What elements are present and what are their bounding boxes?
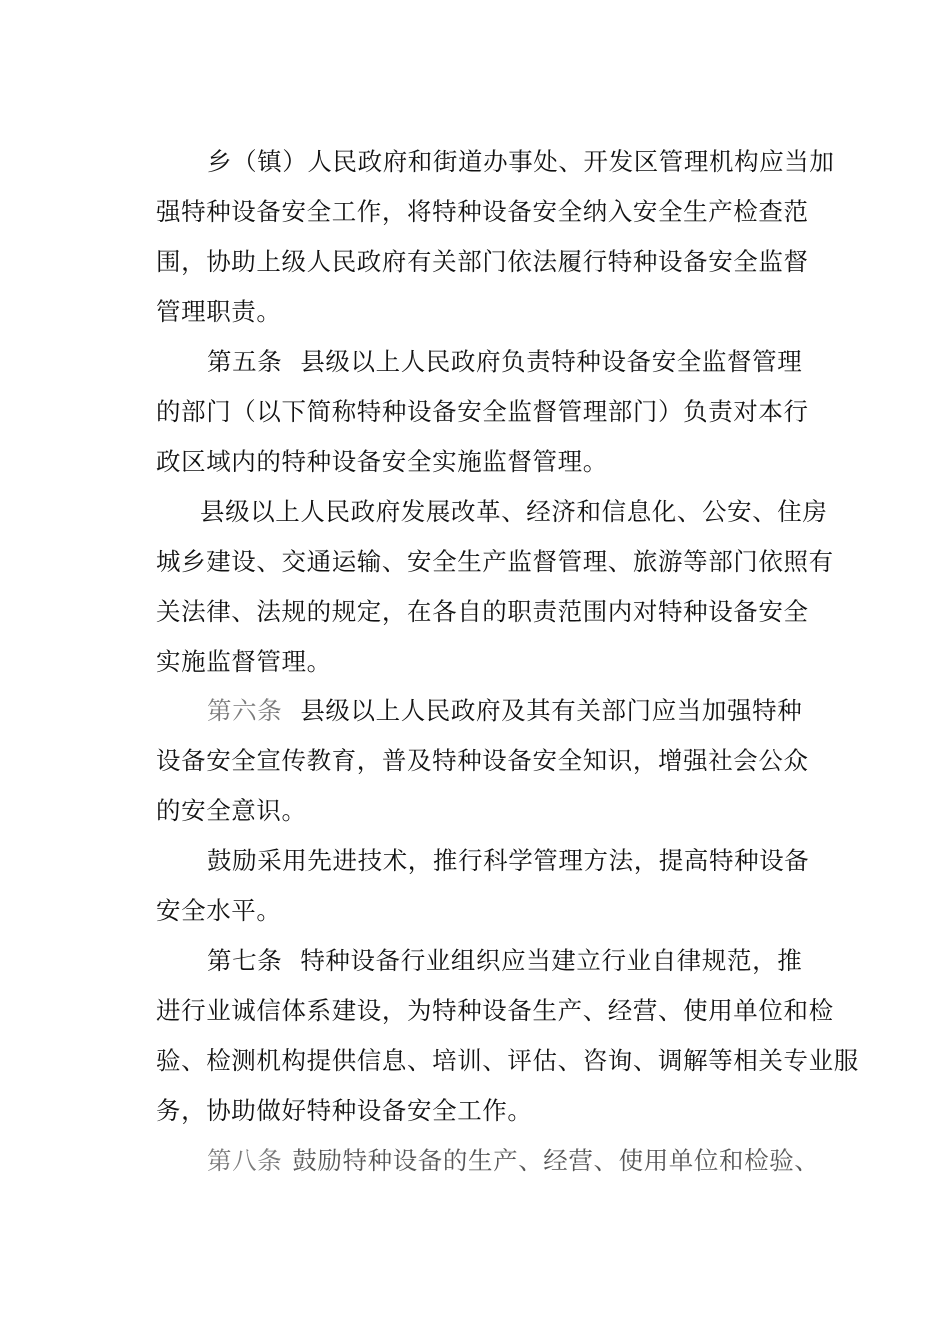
article-number: 第七条 bbox=[207, 946, 283, 975]
paragraph-line bbox=[156, 597, 809, 627]
line-text: 县级以上人民政府负责特种设备安全监督管理 bbox=[300, 347, 803, 376]
line-text: 的部门（以下简称特种设备安全监督管理部门）负责对本行 bbox=[156, 397, 809, 426]
line-text: 务，协助做好特种设备安全工作。 bbox=[156, 1096, 533, 1125]
line-text: 特种设备行业组织应当建立行业自律规范，推 bbox=[300, 946, 803, 975]
paragraph-line bbox=[156, 1046, 859, 1076]
paragraph-line bbox=[156, 996, 834, 1026]
line-text: 鼓励特种设备的生产、经营、使用单位和检验、 bbox=[292, 1146, 820, 1175]
paragraph-line bbox=[156, 397, 809, 427]
article-number: 第五条 bbox=[207, 347, 283, 376]
paragraph-line bbox=[156, 447, 608, 477]
paragraph-line bbox=[207, 846, 809, 876]
paragraph-line bbox=[156, 896, 282, 926]
article-six-line bbox=[207, 696, 802, 726]
line-text: 政区域内的特种设备安全实施监督管理。 bbox=[156, 447, 608, 476]
line-text: 进行业诚信体系建设，为特种设备生产、经营、使用单位和检 bbox=[156, 996, 834, 1025]
paragraph-line bbox=[200, 497, 828, 527]
paragraph-line bbox=[156, 247, 809, 277]
line-text: 实施监督管理。 bbox=[156, 647, 332, 676]
line-text: 的安全意识。 bbox=[156, 796, 307, 825]
paragraph-line bbox=[156, 547, 834, 577]
line-text: 安全水平。 bbox=[156, 896, 282, 925]
line-text: 管理职责。 bbox=[156, 297, 282, 326]
line-text: 城乡建设、交通运输、安全生产监督管理、旅游等部门依照有 bbox=[156, 547, 834, 576]
line-text: 围，协助上级人民政府有关部门依法履行特种设备安全监督 bbox=[156, 247, 809, 276]
paragraph-line bbox=[156, 297, 282, 327]
line-text: 鼓励采用先进技术，推行科学管理方法，提高特种设备 bbox=[207, 846, 810, 875]
paragraph-line bbox=[207, 147, 835, 177]
article-seven-line bbox=[207, 946, 802, 976]
article-number: 第六条 bbox=[207, 696, 283, 725]
paragraph-line bbox=[156, 647, 332, 677]
article-number: 第八条 bbox=[207, 1146, 283, 1175]
line-text: 县级以上人民政府发展改革、经济和信息化、公安、住房 bbox=[200, 497, 828, 526]
paragraph-line bbox=[156, 796, 307, 826]
line-text: 设备安全宣传教育，普及特种设备安全知识，增强社会公众 bbox=[156, 746, 809, 775]
paragraph-line bbox=[156, 746, 809, 776]
article-eight-line bbox=[207, 1146, 819, 1176]
line-text: 验、检测机构提供信息、培训、评估、咨询、调解等相关专业服 bbox=[156, 1046, 859, 1075]
line-text: 关法律、法规的规定，在各自的职责范围内对特种设备安全 bbox=[156, 597, 809, 626]
article-five-line bbox=[207, 347, 802, 377]
line-text: 乡（镇）人民政府和街道办事处、开发区管理机构应当加 bbox=[207, 147, 835, 176]
paragraph-line bbox=[156, 1096, 533, 1126]
line-text: 强特种设备安全工作，将特种设备安全纳入安全生产检查范 bbox=[156, 197, 809, 226]
paragraph-line bbox=[156, 197, 809, 227]
line-text: 县级以上人民政府及其有关部门应当加强特种 bbox=[300, 696, 803, 725]
